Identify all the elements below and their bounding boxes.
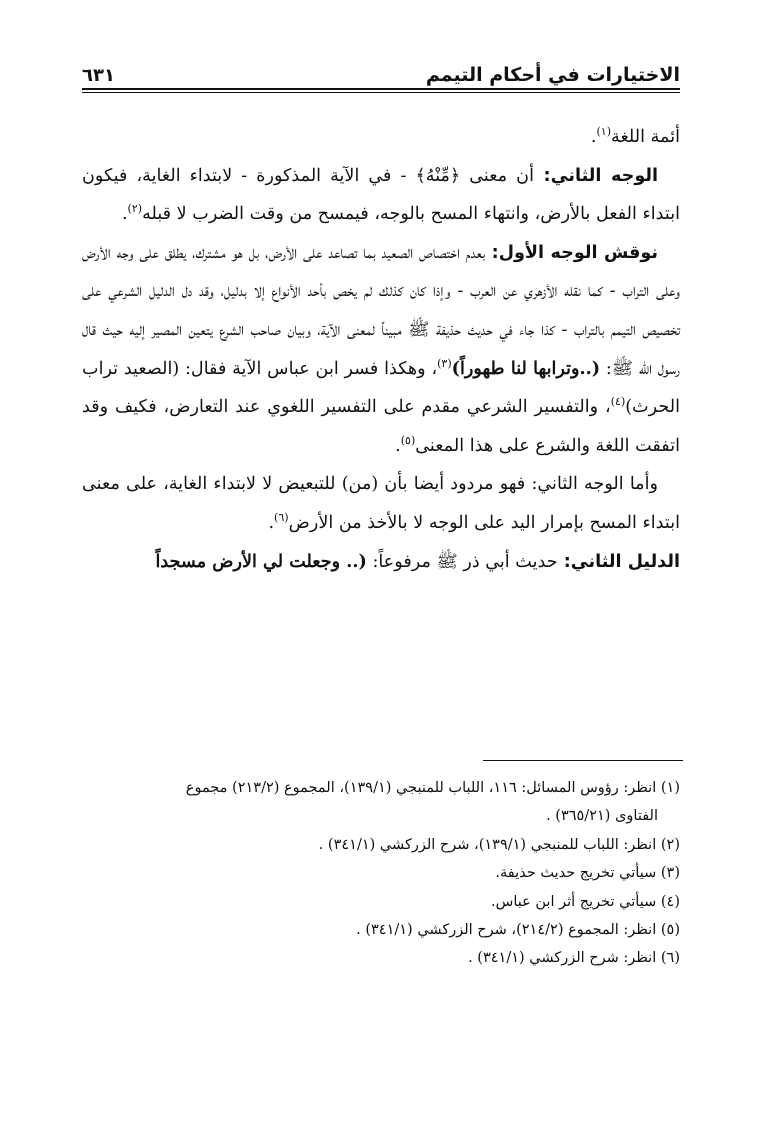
footnote-ref: (٦) xyxy=(274,511,289,525)
footnote-separator xyxy=(483,760,683,761)
footnote-1-continued: الفتاوى (٣٦٥/٢١) . xyxy=(546,808,658,825)
footnote-ref: (٢) xyxy=(127,202,143,216)
header-rule xyxy=(82,88,680,90)
main-text xyxy=(82,118,680,581)
paragraph-1: أئمة اللغة$^{(١)}$. xyxy=(590,125,680,147)
footnote-ref: (٤) xyxy=(610,395,626,409)
footnote-1: (١) انظر: رؤوس المسائل: ١١٦، اللباب للمنبجي (١٣٩/١)، المجموع (٢١٣/٢) مجموع xyxy=(185,780,680,796)
footnote-ref: (٥) xyxy=(400,433,416,447)
paragraph-lead: الدليل الثاني: xyxy=(557,551,680,572)
footnote-6: (٦) انظر: شرح الزركشي (٣٤١/١) . xyxy=(468,950,680,967)
footnote-ref: (١) xyxy=(596,125,612,139)
paragraph-3: نوقش الوجه الأول: بعدم اختصاص الصعيد بما تصاعد على الأرض، بل هو مشترك، يطلق على وجه الأرض وعلى التراب - كما نقله الأزهري عن العرب - وإذا كان كذلك لم يخص بأحد الأنواع إلا بدليل، وقد دل الدليل الشرعي على تخصيص التيمم بالتراب - كذا جاء في حديث حذيفة ﷺ مبيناً لمعنى الآية، وبيان صاحب الشرع يتعين المصير إليه حيث قال رسول الله ﷺ: (..وترابها لنا طهوراً)$^{(٣)}$، وهكذا فسر ابن عباس الآية فقال: (الصعيد تراب الحرث)$^{(٤)}$، والتفسير الشرعي مقدم على التفسير اللغوي عند التعارض، فكيف وقد اتفقت اللغة والشرع على هذا المعنى$^{(٥)}$. xyxy=(82,242,680,456)
footnote-3: (٣) سيأتي تخريج حديث حذيفة. xyxy=(495,865,680,882)
footnote-ref: (٣) xyxy=(437,356,452,370)
paragraph-4: وأما الوجه الثاني: فهو مردود أيضا بأن (من) للتبعيض لا لابتداء الغاية، على معنى ابتداء المسح بإمرار اليد على الوجه لا بالأخذ من الأرض$^{(٦)}$. xyxy=(82,474,680,533)
footnote-2: (٢) انظر: اللباب للمنبجي (١٣٩/١)، شرح الزركشي (٣٤١/١) . xyxy=(318,836,680,853)
page-header xyxy=(82,58,680,86)
paragraph-5: الدليل الثاني: حديث أبي ذر ﷺ مرفوعاً: (.. وجعلت لي الأرض مسجداً xyxy=(155,550,680,572)
hadith-quote: (..وترابها لنا طهوراً) xyxy=(451,357,601,379)
header-rule-thin xyxy=(82,92,680,93)
page-number: ٦٣١ xyxy=(82,65,115,86)
footnote-5: (٥) انظر: المجموع (٢١٤/٢)، شرح الزركشي (٣٤١/١) . xyxy=(356,922,680,939)
paragraph-2: الوجه الثاني: أن معنى ﴿مِّنْهُ﴾ - في الآية المذكورة - لابتداء الغاية، فيكون ابتداء الفعل بالأرض، وانتهاء المسح بالوجه، فيمسح من وقت الضرب لا قبله$^{(٢)}$. xyxy=(82,165,680,225)
paragraph-lead: نوقش الوجه الأول: xyxy=(485,242,658,263)
hadith-quote: (.. وجعلت لي الأرض مسجداً xyxy=(155,550,367,572)
paragraph-lead: الوجه الثاني: xyxy=(534,165,659,186)
footnotes xyxy=(82,774,680,973)
footnote-4: (٤) سيأتي تخريج أثر ابن عباس. xyxy=(491,893,680,910)
running-title: الاختيارات في أحكام التيمم xyxy=(425,64,680,86)
